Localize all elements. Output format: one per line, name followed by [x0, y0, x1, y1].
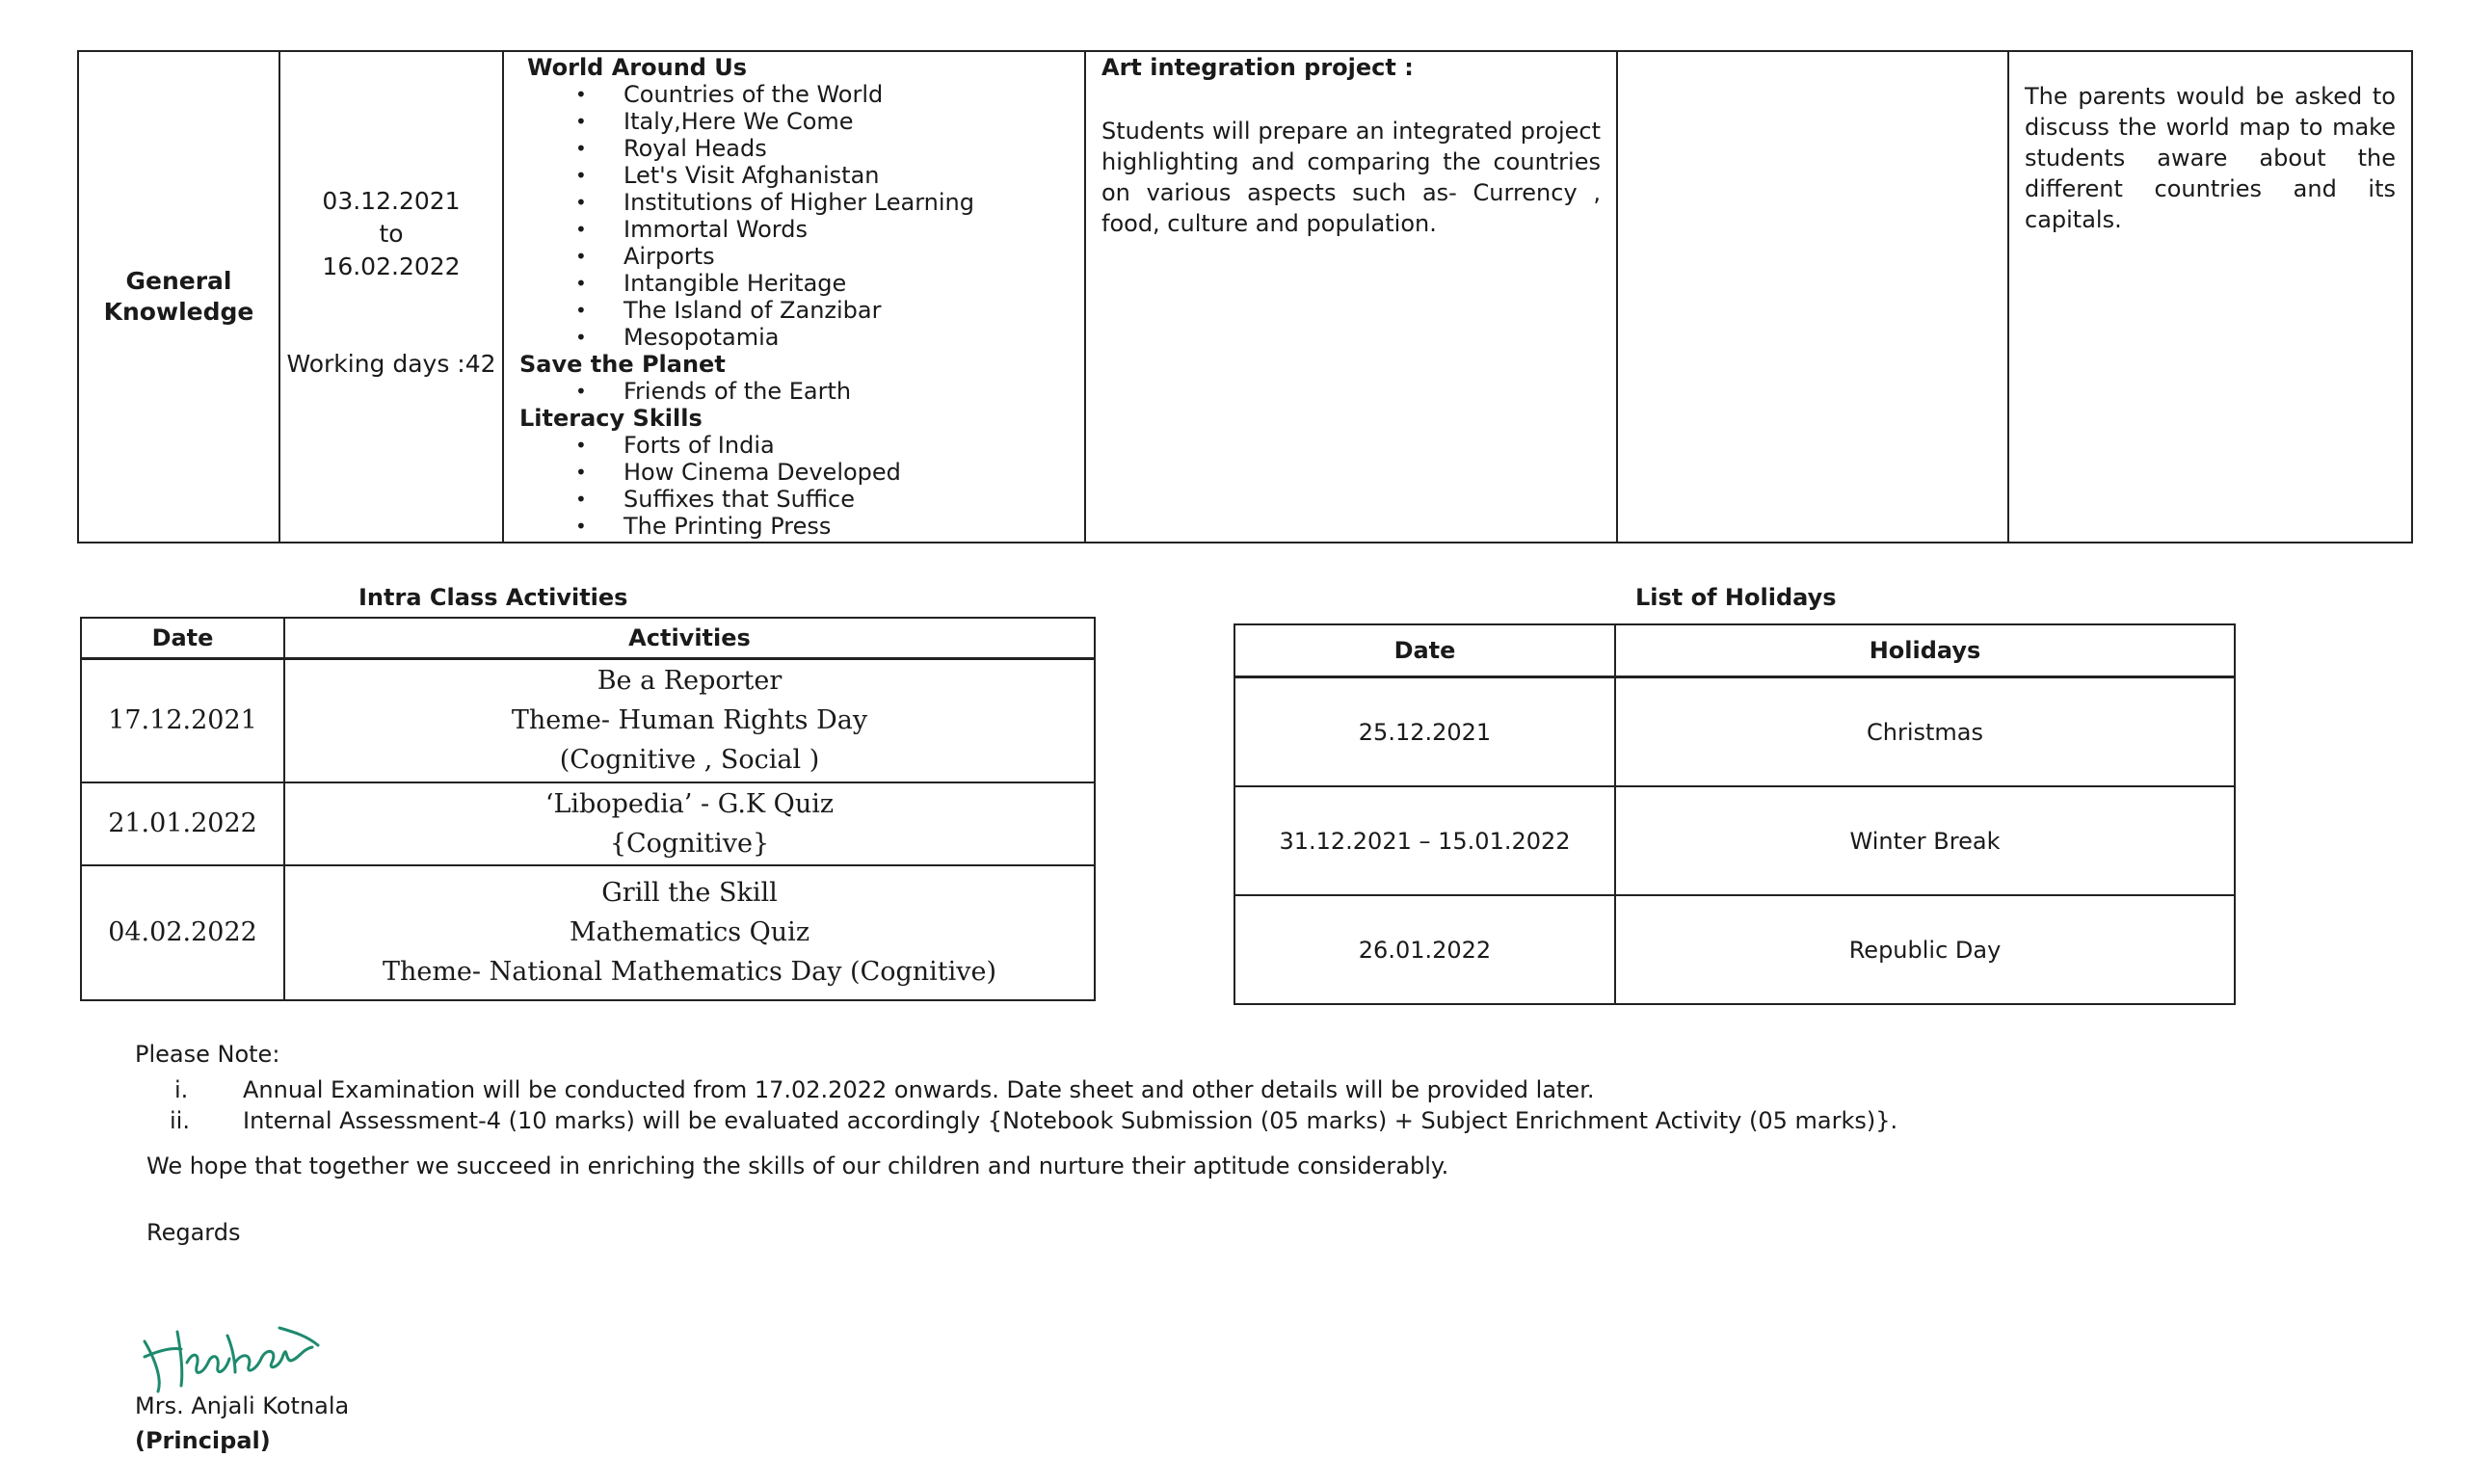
note-number: i. [174, 1076, 189, 1103]
activity-line: Mathematics Quiz [569, 917, 810, 947]
topic-item: • Airports [623, 243, 1084, 270]
activity-line: ‘Libopedia’ - G.K Quiz [544, 788, 835, 819]
art-text: Students will prepare an integrated project highlighting and comparing the countries on various aspects such as- Currency , food, culture and population. [1101, 118, 1601, 237]
activity-date: 04.02.2022 [81, 865, 284, 1000]
table-row [1234, 786, 2235, 895]
dates-cell [279, 51, 503, 543]
working-days: Working days :42 [286, 350, 496, 378]
holiday-name: Christmas [1615, 677, 2235, 787]
topic-item: • Royal Heads [623, 135, 1084, 162]
subject-name: General Knowledge [103, 267, 254, 326]
closing-text: We hope that together we succeed in enriching the skills of our children and nurture their aptitude considerably. [146, 1153, 1449, 1179]
activity-line: Theme- Human Rights Day [511, 705, 868, 736]
topic-item: • Institutions of Higher Learning [623, 189, 1084, 216]
activity-line: Theme- National Mathematics Day (Cognitive) [382, 957, 997, 987]
section-list [519, 81, 1084, 351]
header-date: Date [81, 618, 284, 659]
table-row [1234, 677, 2235, 787]
parents-text: The parents would be asked to discuss the world map to make students aware about the different countries and its capitals. [2025, 83, 2396, 233]
topic-item: • Let's Visit Afghanistan [623, 162, 1084, 189]
topic-item: • The Island of Zanzibar [623, 297, 1084, 324]
holiday-date: 31.12.2021 – 15.01.2022 [1234, 786, 1615, 895]
section-list [519, 378, 1084, 405]
section-heading: World Around Us [527, 54, 748, 81]
activity-line: {Cognitive} [609, 828, 770, 859]
holiday-name: Winter Break [1615, 786, 2235, 895]
table-row [81, 659, 1095, 782]
table-row [1234, 895, 2235, 1004]
regards-text: Regards [146, 1219, 241, 1246]
parents-cell [2008, 51, 2412, 543]
holidays-caption: List of Holidays [1635, 584, 1837, 611]
subject-cell [78, 51, 279, 543]
topic-item: • Suffixes that Suffice [623, 486, 1084, 513]
topic-item: • Forts of India [623, 432, 1084, 459]
date-to: to [379, 220, 404, 248]
topic-item: • Mesopotamia [623, 324, 1084, 351]
signature-image [139, 1303, 322, 1399]
section-list [519, 432, 1084, 540]
table-row [81, 782, 1095, 865]
holiday-date: 26.01.2022 [1234, 895, 1615, 1004]
art-integration-cell [1085, 51, 1617, 543]
activity-date: 21.01.2022 [81, 782, 284, 865]
activity-date: 17.12.2021 [81, 659, 284, 782]
header-activities: Activities [284, 618, 1095, 659]
plan-row [78, 51, 2412, 543]
plan-table [77, 50, 2413, 543]
holiday-name: Republic Day [1615, 895, 2235, 1004]
section-heading: Save the Planet [519, 351, 726, 378]
table-header-row [81, 618, 1095, 659]
activity-cell [284, 782, 1095, 865]
activity-cell [284, 659, 1095, 782]
principal-title: (Principal) [135, 1427, 271, 1454]
topic-item: • Immortal Words [623, 216, 1084, 243]
topic-item: • The Printing Press [623, 513, 1084, 540]
topic-item: • Countries of the World [623, 81, 1084, 108]
activities-table [80, 617, 1096, 1001]
principal-name: Mrs. Anjali Kotnala [135, 1392, 350, 1419]
table-header-row [1234, 624, 2235, 677]
activity-line: Be a Reporter [597, 666, 783, 697]
topics-cell [503, 51, 1085, 543]
activity-line: Grill the Skill [601, 878, 778, 908]
topic-item: • Italy,Here We Come [623, 108, 1084, 135]
end-date: 16.02.2022 [322, 252, 461, 280]
header-date: Date [1234, 624, 1615, 677]
note-text: Annual Examination will be conducted from 17.02.2022 onwards. Date sheet and other details will be provided later. [243, 1076, 1595, 1103]
header-holidays: Holidays [1615, 624, 2235, 677]
holiday-date: 25.12.2021 [1234, 677, 1615, 787]
art-title: Art integration project : [1101, 54, 1414, 81]
empty-cell [1617, 51, 2008, 543]
notes-heading: Please Note: [135, 1041, 280, 1068]
topic-item: • Intangible Heritage [623, 270, 1084, 297]
topic-item: • Friends of the Earth [623, 378, 1084, 405]
note-text: Internal Assessment-4 (10 marks) will be evaluated accordingly {Notebook Submission (05 marks) + Subject Enrichment Activity (05 marks)}. [243, 1107, 1898, 1134]
activity-line: (Cognitive , Social ) [559, 745, 820, 776]
section-heading: Literacy Skills [519, 405, 703, 432]
activities-caption: Intra Class Activities [358, 584, 628, 611]
activity-cell [284, 865, 1095, 1000]
signature-stroke [145, 1328, 318, 1391]
table-row [81, 865, 1095, 1000]
start-date: 03.12.2021 [322, 187, 461, 215]
note-number: ii. [170, 1107, 190, 1134]
holidays-table [1234, 623, 2236, 1005]
topic-item: • How Cinema Developed [623, 459, 1084, 486]
